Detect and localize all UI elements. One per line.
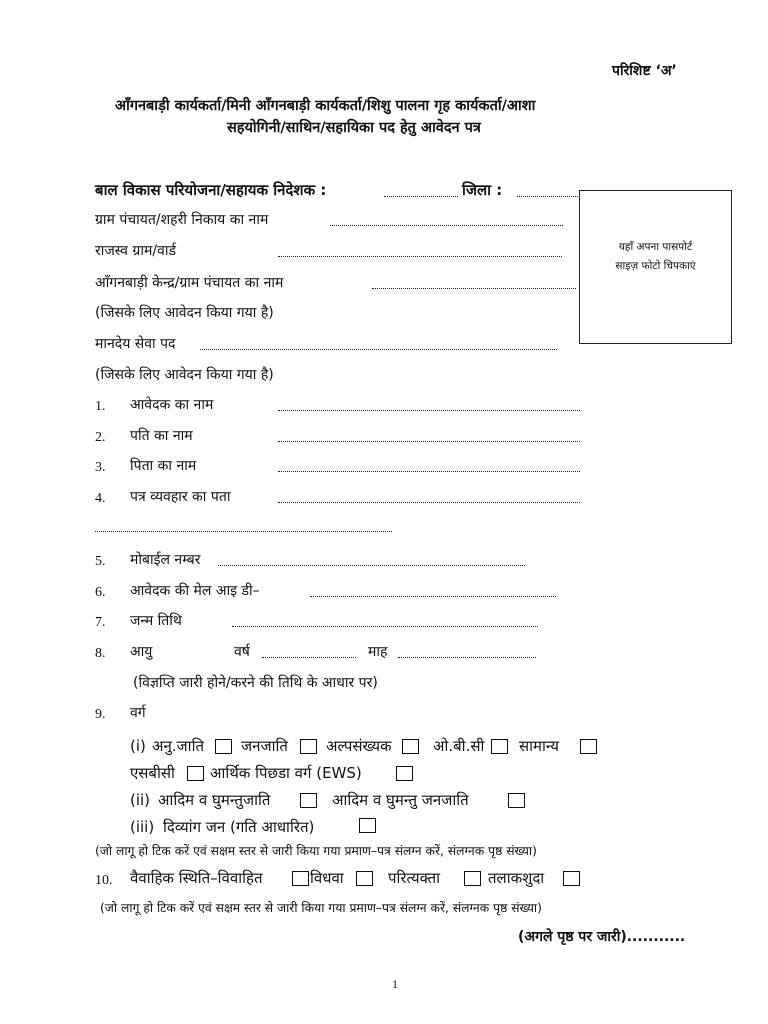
marital-married-label: वैवाहिक स्थिति–विवाहित (130, 869, 263, 887)
anganwadi-centre-label: आँगनबाड़ी केन्द्र/ग्राम पंचायत का नाम (95, 275, 284, 291)
marital-divorced-label: तलाकशुदा (488, 869, 545, 887)
category-ews-checkbox[interactable] (396, 766, 413, 781)
item-number: 9. (95, 707, 106, 722)
item-number: 1. (95, 399, 106, 414)
honorarium-post-input-line[interactable] (200, 349, 557, 350)
marital-deserted-checkbox[interactable] (464, 871, 481, 886)
item-number: 7. (95, 615, 106, 630)
address-input-line-1[interactable] (278, 502, 580, 503)
category-note: (जो लागू हो टिक करें एवं सक्षम स्तर से जारी किया गया प्रमाण–पत्र संलग्न करें, संलग्नक पृष्ठ संख्या) (95, 844, 537, 858)
age-note: (विज्ञप्ति जारी होने/करने की तिथि के आधार पर) (133, 675, 378, 691)
anganwadi-centre-input-line[interactable] (372, 288, 576, 289)
form-title-line-1: आँगनबाड़ी कार्यकर्ता/मिनी आँगनबाड़ी कार्यकर्ता/शिशु पालना गृह कार्यकर्ता/आशा (115, 98, 536, 114)
photo-box-line-1: यहाँ अपना पासपोर्ट (618, 241, 693, 253)
marital-married-checkbox[interactable] (292, 871, 309, 886)
husband-name-input-line[interactable] (278, 441, 580, 442)
category-ews-label: आर्थिक पिछडा वर्ग (EWS) (210, 764, 362, 782)
category-disabled-checkbox[interactable] (359, 818, 376, 833)
category-obc-checkbox[interactable] (491, 739, 508, 754)
item-number: 3. (95, 460, 106, 475)
passport-photo-box[interactable] (579, 190, 732, 344)
page-number: 1 (392, 977, 398, 991)
district-input-line[interactable] (517, 196, 578, 197)
category-sc-label: अनु.जाति (152, 737, 205, 755)
category-nomadic-caste-checkbox[interactable] (300, 793, 317, 808)
age-label: आयु (130, 644, 153, 660)
category-sc-checkbox[interactable] (215, 739, 232, 754)
category-obc-label: ओ.बी.सी (433, 737, 485, 755)
item-number: 4. (95, 491, 106, 506)
gram-panchayat-input-line[interactable] (330, 225, 563, 226)
revenue-village-label: राजस्व ग्राम/वार्ड (95, 243, 176, 259)
category-nomadic-caste-label: आदिम व घुमन्तुजाति (158, 791, 271, 809)
continued-on-next-page: (अगले पृष्ठ पर जारी)........... (518, 929, 686, 945)
email-input-line[interactable] (310, 596, 556, 597)
category-general-label: सामान्य (519, 737, 560, 755)
marital-widow-checkbox[interactable] (356, 871, 373, 886)
form-title-line-2: सहयोगिनी/साथिन/सहायिका पद हेतु आवेदन पत्र (227, 120, 481, 136)
category-disabled-label: दिव्यांग जन (गति आधारित) (163, 818, 315, 836)
category-sbc-checkbox[interactable] (187, 766, 204, 781)
age-months-label: माह (368, 644, 388, 660)
father-name-label: पिता का नाम (130, 458, 197, 474)
marital-deserted-label: परित्यक्ता (388, 869, 441, 887)
annexure-label: परिशिष्ट ‘अ’ (612, 63, 677, 79)
district-label: जिला : (462, 181, 503, 199)
category-general-checkbox[interactable] (580, 739, 597, 754)
age-years-label: वर्ष (234, 644, 250, 660)
father-name-input-line[interactable] (278, 471, 580, 472)
marital-widow-label: विधवा (310, 869, 344, 887)
category-prefix-i: (i) (130, 737, 146, 755)
category-st-checkbox[interactable] (300, 739, 317, 754)
item-number: 6. (95, 585, 106, 600)
honorarium-post-label: मानदेय सेवा पद (95, 336, 176, 352)
item-number: 10. (95, 873, 113, 888)
gram-panchayat-label: ग्राम पंचायत/शहरी निकाय का नाम (95, 212, 269, 228)
dob-input-line[interactable] (232, 626, 538, 627)
category-minority-label: अल्पसंख्यक (326, 737, 392, 755)
item-number: 2. (95, 430, 106, 445)
category-sbc-label: एसबीसी (130, 764, 175, 782)
photo-box-line-2: साइज़ फोटो चिपकाएं (615, 260, 696, 272)
address-label: पत्र व्यवहार का पता (130, 489, 231, 505)
applied-for-note-1: (जिसके लिए आवेदन किया गया है) (95, 305, 274, 321)
marital-note: (जो लागू हो टिक करें एवं सक्षम स्तर से जारी किया गया प्रमाण–पत्र संलग्न करें, संलग्नक पृष्ठ संख्या) (100, 901, 542, 915)
dob-label: जन्म तिथि (130, 613, 182, 629)
category-minority-checkbox[interactable] (402, 739, 419, 754)
applied-for-note-2: (जिसके लिए आवेदन किया गया है) (95, 367, 274, 383)
category-prefix-ii: (ii) (130, 791, 151, 809)
revenue-village-input-line[interactable] (278, 256, 562, 257)
mobile-input-line[interactable] (218, 565, 525, 566)
category-nomadic-tribe-label: आदिम व घुमन्तु जनजाति (332, 791, 469, 809)
email-label: आवेदक की मेल आइ डी– (130, 583, 260, 599)
category-prefix-iii: (iii) (130, 818, 155, 836)
husband-name-label: पति का नाम (130, 428, 193, 444)
address-input-line-2[interactable] (95, 531, 392, 532)
applicant-name-input-line[interactable] (278, 410, 580, 411)
applicant-name-label: आवेदक का नाम (130, 397, 214, 413)
project-label: बाल विकास परियोजना/सहायक निदेशक : (95, 181, 327, 199)
item-number: 8. (95, 646, 106, 661)
age-years-input-line[interactable] (262, 657, 356, 658)
age-months-input-line[interactable] (398, 657, 536, 658)
marital-divorced-checkbox[interactable] (563, 871, 580, 886)
project-input-line[interactable] (384, 196, 458, 197)
mobile-label: मोबाईल नम्बर (130, 552, 201, 568)
category-label: वर्ग (130, 705, 146, 721)
item-number: 5. (95, 554, 106, 569)
category-st-label: जनजाति (241, 737, 288, 755)
category-nomadic-tribe-checkbox[interactable] (508, 793, 525, 808)
